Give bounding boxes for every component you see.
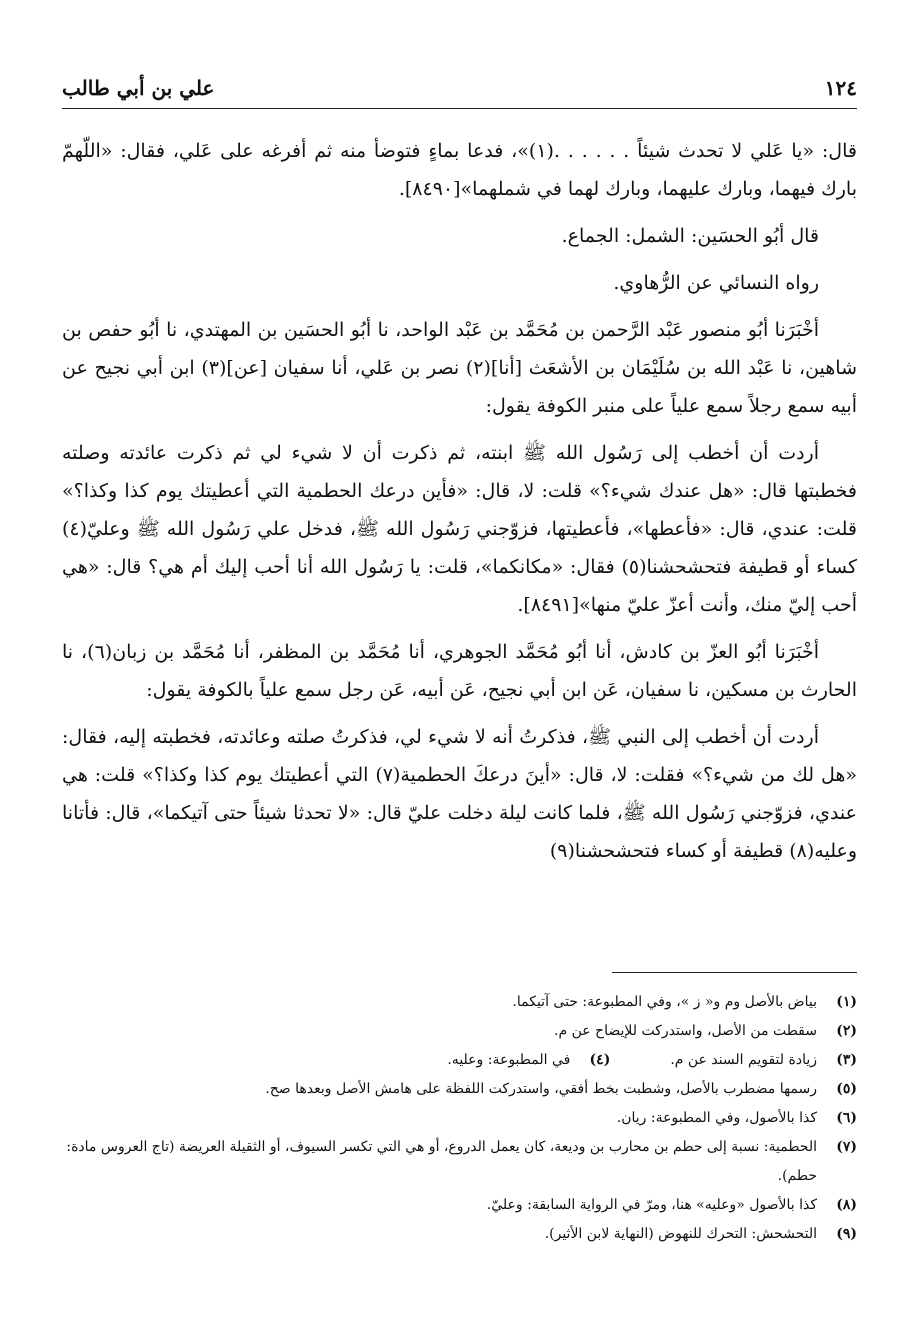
page-header (62, 60, 857, 109)
footnote-number: (٦) (836, 1110, 857, 1126)
footnote-number: (٣) (836, 1052, 857, 1068)
footnote-number: (٢) (836, 1023, 857, 1039)
footnote (62, 1017, 857, 1046)
footnote-number: (٤) (589, 1052, 611, 1068)
footnote-text: كذا بالأصول، وفي المطبوعة: ريان. (616, 1110, 817, 1126)
footnote (62, 988, 857, 1017)
main-text (62, 132, 857, 879)
footnote-number: (٥) (836, 1081, 857, 1097)
footnote-separator (612, 972, 857, 973)
paragraph: قال أبُو الحسَين: الشمل: الجماع. (561, 225, 819, 247)
footnote-text: في المطبوعة: وعليه. (447, 1052, 571, 1068)
footnote-text: رسمها مضطرب بالأصل، وشطبت بخط أفقي، واستدركت اللفظة على هامش الأصل وبعدها صح. (265, 1081, 817, 1097)
paragraph: أردت أن أخطب إلى رَسُول الله ﷺ ابنته، ثم ذكرت أن لا شيء لي ثم ذكرت عائدته وصلته فخطبتها قال: «هل عندك شيء؟» قلت: لا، قال: «فأين درعك الحطمية التي أعطيتك يوم كذا وكذا؟» قلت: عندي، قال: «فأعطها»، فأعطيتها، فزوّجني رَسُول الله ﷺ، فدخل علي رَسُول الله ﷺ وعليّ(٤) كساء أو قطيفة فتحشحشنا(٥) فقال: «مكانكما»، قلت: يا رَسُول الله أنا أحب إليك أم هي؟ قال: «هي أحب إليّ منك، وأنت أعزّ عليّ منها»[٨٤٩١]. (62, 442, 858, 616)
footnote (62, 1133, 857, 1191)
footnote-text: سقطت من الأصل، واستدركت للإيضاح عن م. (554, 1023, 817, 1039)
paragraph: رواه النسائي عن الرُّهاوي. (613, 272, 819, 294)
footnote-text: بياض بالأصل وم و« ز »، وفي المطبوعة: حتى آتيكما. (512, 994, 817, 1010)
running-title: علي بن أبي طالب (62, 76, 215, 100)
footnote (62, 1075, 857, 1104)
paragraph: أخْبَرَنا أبُو العزّ بن كادش، أنا أبُو مُحَمَّد الجوهري، أنا مُحَمَّد بن المظفر، أنا مُحَمَّد بن زبان(٦)، نا الحارث بن مسكين، نا سفيان، عَن ابن أبي نجيح، عَن أبيه، عَن رجل سمع علياً بالكوفة يقول: (62, 641, 857, 701)
footnotes (62, 988, 857, 1249)
footnote-number: (١) (836, 994, 857, 1010)
paragraph: أخْبَرَنا أبُو منصور عَبْد الرَّحمن بن مُحَمَّد بن عَبْد الواحد، نا أبُو الحسَين بن المهتدي، نا أبُو حفص بن شاهين، نا عَبْد الله بن سُلَيْمَان بن الأشعَث [أنا](٢) نصر بن عَلي، أنا سفيان [عن](٣) ابن أبي نجيح عن أبيه سمع رجلاً سمع علياً على منبر الكوفة يقول: (62, 319, 857, 417)
footnote-text: زيادة لتقويم السند عن م. (670, 1052, 817, 1068)
footnote (62, 1220, 857, 1249)
footnote (62, 1191, 857, 1220)
footnote-number: (٩) (836, 1226, 857, 1242)
footnote (62, 1104, 857, 1133)
paragraph: قال: «يا عَلي لا تحدث شيئاً . . . . . .(١)»، فدعا بماءٍ فتوضأ منه ثم أفرغه على عَلي، فقال: «اللّهمّ بارك فيهما، وبارك عليهما، وبارك لهما في شملهما»[٨٤٩٠]. (62, 140, 857, 200)
footnote-text: التحشحش: التحرك للنهوض (النهاية لابن الأثير). (544, 1226, 817, 1242)
footnote-text: الحطمية: نسبة إلى حطم بن محارب بن وديعة، كان يعمل الدروع، أو هي التي تكسر السيوف، أو الثقيلة العريضة (تاج العروس مادة: حطم). (66, 1139, 817, 1184)
paragraph: أردت أن أخطب إلى النبي ﷺ، فذكرتُ أنه لا شيء لي، فذكرتُ صلته وعائدته، فخطبته إليه، فقال: «هل لك من شيء؟» فقلت: لا، قال: «أينَ درعكَ الحطمية(٧) التي أعطيتك يوم كذا وكذا؟» قلت: هي عندي، فزوّجني رَسُول الله ﷺ، فلما كانت ليلة دخلت عليّ قال: «لا تحدثا شيئاً حتى آتيكما»، قال: فأتانا وعليه(٨) قطيفة أو كساء فتحشحشنا(٩) (62, 726, 857, 862)
footnote-number: (٧) (836, 1139, 857, 1155)
page-number: ١٢٤ (824, 76, 857, 100)
footnote-text: كذا بالأصول «وعليه» هنا، ومرّ في الرواية السابقة: وعليّ. (486, 1197, 817, 1213)
footnote (62, 1046, 857, 1075)
footnote-number: (٨) (836, 1197, 857, 1213)
